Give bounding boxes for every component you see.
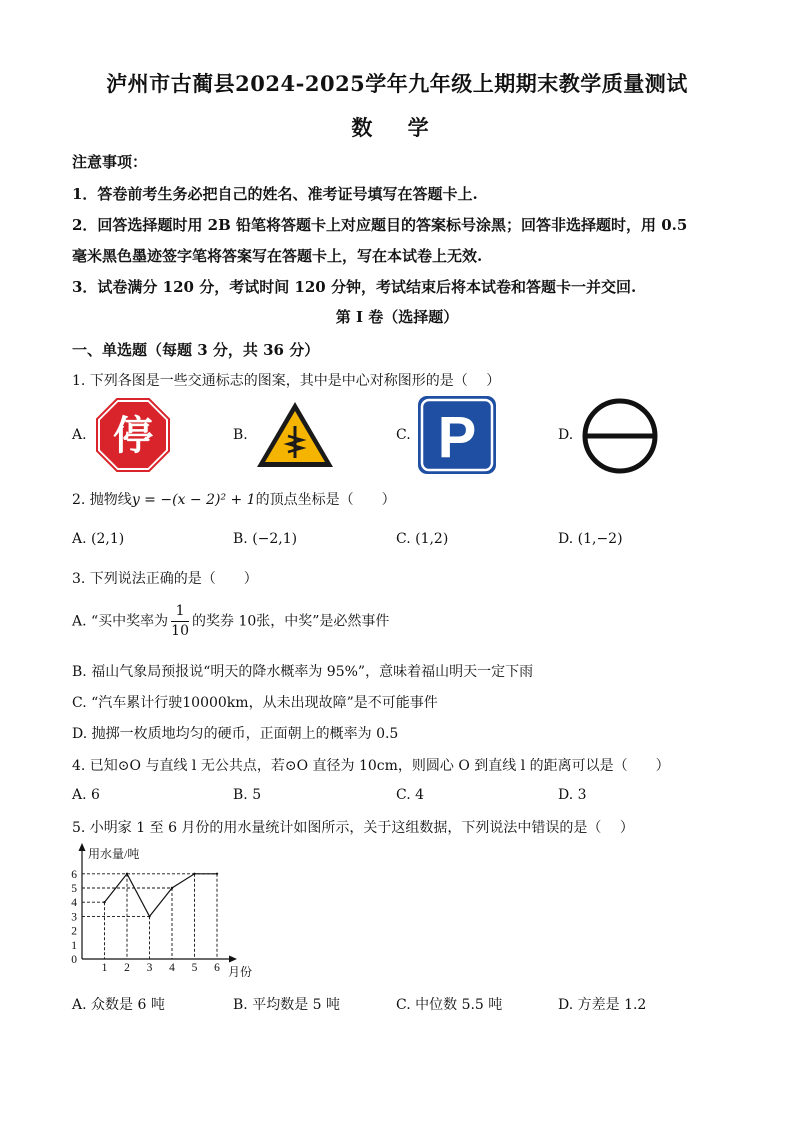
q3-option-a-pre: A. “买中奖率为 [72, 613, 169, 630]
circle-bar-sign-icon [580, 396, 660, 476]
data-point [216, 873, 218, 875]
q2-option-a: A. (2,1) [72, 531, 125, 547]
note-item-3: 3．试卷满分 120 分，考试时间 120 分钟，考试结束后将本试卷和答题卡一并交回. [72, 278, 637, 296]
q2-stem-post: 的顶点坐标是（ ） [255, 492, 396, 508]
q3-option-b: B. 福山气象局预报说“明天的降水概率为 95%”，意味着福山明天一定下雨 [72, 664, 534, 680]
stop-sign-text: 停 [113, 412, 153, 459]
q3-option-c: C. “汽车累计行驶10000km，从未出现故障”是不可能事件 [72, 695, 438, 711]
y-axis-arrow [79, 843, 86, 851]
y-tick-label: 3 [71, 911, 77, 924]
note-item-2b: 毫米黑色墨迹签字笔将答案写在答题卡上，写在本试卷上无效. [72, 247, 483, 265]
q3-option-d: D. 抛掷一枚质地均匀的硬币，正面朝上的概率为 0.5 [72, 726, 399, 742]
note-item-2a: 2．回答选择题时用 2B 铅笔将答题卡上对应题目的答案标号涂黑；回答非选择题时，用 0.5 [72, 216, 688, 234]
water-usage-chart [66, 842, 266, 982]
volume-heading: 第 I 卷（选择题） [335, 308, 459, 326]
q5-option-c: C. 中位数 5.5 吨 [396, 997, 503, 1013]
part1-heading: 一、单选题（每题 3 分，共 36 分） [72, 341, 320, 359]
q2-stem-math: y = −(x − 2)² + 1 [131, 492, 256, 508]
notes-heading: 注意事项： [72, 153, 148, 171]
y-tick-label: 5 [71, 883, 77, 895]
q1-stem: 1. 下列各图是一些交通标志的图案，其中是中心对称图形的是（ ） [72, 373, 501, 389]
q2-option-d: D. (1,−2) [558, 531, 623, 547]
y-tick-label: 6 [71, 868, 77, 881]
water-usage-line [105, 874, 218, 917]
q3-stem: 3. 下列说法正确的是（ ） [72, 571, 258, 587]
q1-label-d: D. [558, 427, 574, 443]
parking-sign-text: P [437, 405, 477, 470]
q2-option-c: C. (1,2) [396, 531, 449, 547]
q3-option-a-post: 的奖券 10张，中奖”是必然事件 [192, 613, 390, 630]
q2-stem-pre: 2. 抛物线 [72, 492, 132, 508]
x-tick-label: 4 [169, 962, 175, 974]
q5-stem: 5. 小明家 1 至 6 月份的用水量统计如图所示，关于这组数据，下列说法中错误的是（ ） [72, 820, 634, 836]
q1-label-a: A. [72, 427, 87, 443]
exam-title: 泸州市古蔺县2024-2025学年九年级上期期末教学质量测试 [106, 71, 688, 96]
q4-option-b: B. 5 [233, 787, 262, 803]
q5-option-a: A. 众数是 6 吨 [72, 997, 165, 1013]
parking-sign-icon [417, 395, 497, 475]
x-axis-label: 月份 [228, 965, 253, 979]
x-tick-label: 3 [146, 962, 153, 974]
data-point [193, 873, 195, 875]
data-point [171, 887, 173, 889]
y-tick-label: 2 [71, 925, 77, 938]
q5-option-b: B. 平均数是 5 吨 [233, 997, 340, 1013]
y-tick-label: 4 [71, 897, 77, 910]
data-point [148, 915, 150, 917]
x-axis-arrow [229, 956, 237, 963]
subject-title: 数 学 [351, 115, 443, 140]
q4-option-d: D. 3 [558, 787, 587, 803]
y-axis-label: 用水量/吨 [88, 847, 140, 861]
x-tick-label: 5 [191, 962, 198, 974]
x-tick-label: 1 [101, 962, 108, 974]
y-tick-label: 1 [71, 939, 77, 952]
q1-label-c: C. [396, 427, 411, 443]
q4-stem: 4. 已知⊙O 与直线 l 无公共点，若⊙O 直径为 10cm，则圆心 O 到直线 l 的距离可以是（ ） [72, 758, 670, 774]
data-point [103, 901, 105, 903]
q4-option-c: C. 4 [396, 787, 425, 803]
q4-option-a: A. 6 [72, 787, 100, 803]
data-point [126, 873, 128, 875]
q2-option-b: B. (−2,1) [233, 531, 298, 547]
y-tick-label: 0 [71, 954, 77, 966]
q1-label-b: B. [233, 427, 248, 443]
note-item-1: 1．答卷前考生务必把自己的姓名、准考证号填写在答题卡上. [72, 185, 478, 203]
q3-fraction-den: 10 [171, 623, 189, 639]
x-tick-label: 6 [214, 962, 220, 974]
q3-fraction-num: 1 [171, 602, 189, 622]
q2-stem [72, 489, 396, 509]
q3-fraction [171, 602, 189, 641]
warning-triangle-icon [255, 400, 335, 470]
q3-option-a [72, 602, 389, 641]
stop-sign-icon [95, 397, 171, 473]
q5-option-d: D. 方差是 1.2 [558, 997, 647, 1013]
x-tick-label: 2 [124, 962, 130, 974]
